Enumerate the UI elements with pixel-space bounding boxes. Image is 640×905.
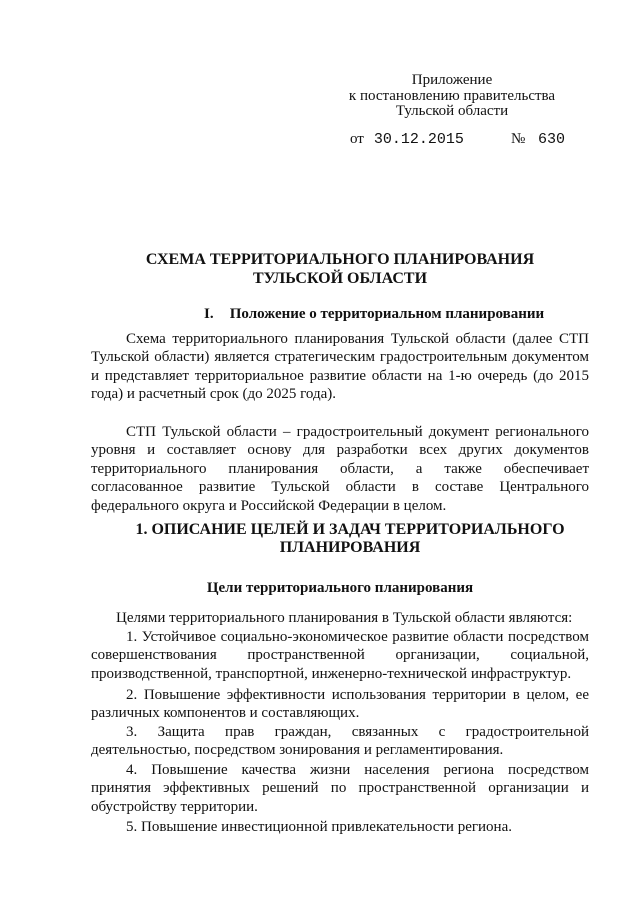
- chapter-heading-line-1: 1. ОПИСАНИЕ ЦЕЛЕЙ И ЗАДАЧ ТЕРРИТОРИАЛЬНОГО: [135, 521, 565, 538]
- goals-subheading: Цели территориального планирования: [206, 580, 474, 596]
- document-title: [60, 250, 620, 288]
- date-number-line: [350, 131, 566, 148]
- section-heading: [204, 306, 544, 323]
- intro-paragraph-1: Схема территориального планирования Тульской области (далее СТП Тульской области) является стратегическим градостроительным документом и представляет территориальное развитие области на 1-ю очередь (до 2015 года) и расчетный срок (до 2025 года).: [91, 331, 589, 403]
- title-line-1: СХЕМА ТЕРРИТОРИАЛЬНОГО ПЛАНИРОВАНИЯ: [145, 251, 535, 268]
- intro-paragraph-2: СТП Тульской области – градостроительный документ регионального уровня и составляет основу для разработки всех других документов территориального планирования области, а также обеспечивает согласованное развитие Тульской области в составе Центрального федерального округа и Российской Федерации в целом.: [91, 424, 589, 514]
- goal-item-5: 5. Повышение инвестиционной привлекательности региона.: [126, 819, 512, 835]
- goals-lead: Целями территориального планирования в Тульской области являются:: [116, 610, 573, 626]
- goal-item-1: 1. Устойчивое социально-экономическое развитие области посредством совершенствования пространственной организации, социальной, производственной, транспортной, инженерно-технической инфраструктур.: [91, 629, 589, 682]
- goal-item-3: 3. Защита прав граждан, связанных с градостроительной деятельностью, посредством зонирования и регламентирования.: [91, 724, 589, 759]
- appendix-block: [336, 73, 568, 120]
- appendix-line-3: Тульской области: [395, 103, 509, 119]
- title-line-2: ТУЛЬСКОЙ ОБЛАСТИ: [252, 270, 428, 287]
- number-value: 630: [538, 131, 566, 148]
- section-title: Положение о территориальном планировании: [229, 306, 545, 322]
- section-roman-numeral: I.: [204, 306, 214, 322]
- appendix-line-2: к постановлению правительства: [348, 87, 556, 104]
- goal-item-2: 2. Повышение эффективности использования территории в целом, ее различных компонентов и составляющих.: [91, 687, 589, 722]
- number-label: №: [511, 131, 526, 147]
- chapter-heading-line-2: ПЛАНИРОВАНИЯ: [279, 539, 421, 556]
- appendix-line-1: Приложение: [411, 72, 493, 88]
- goal-item-4: 4. Повышение качества жизни населения региона посредством принятия эффективных решений по пространственной организации и обустройству территории.: [91, 762, 589, 815]
- date-prefix: от: [350, 131, 364, 147]
- chapter-heading: [110, 521, 590, 557]
- date-value: 30.12.2015: [373, 131, 464, 148]
